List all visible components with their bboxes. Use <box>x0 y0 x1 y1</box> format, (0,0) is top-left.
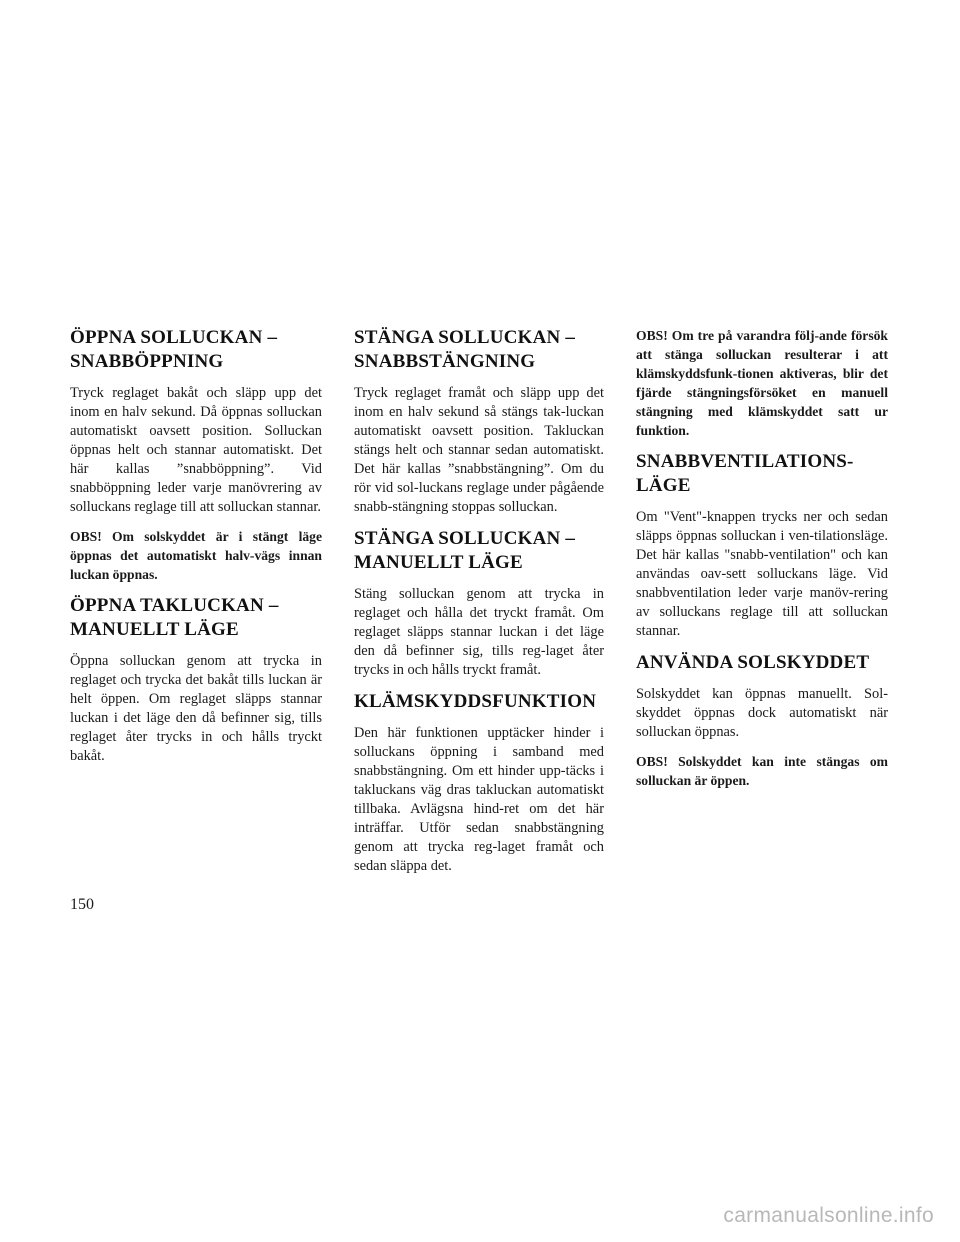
heading-line: ÖPPNA TAKLUCKAN – <box>70 595 279 616</box>
heading-snabbventilation <box>636 450 888 498</box>
heading-line: ÖPPNA SOLLUCKAN – <box>70 327 278 348</box>
paragraph-klamskydd: Den här funktionen upptäcker hinder i solluckans öppning i samband med snabbstängning. Om ett hinder upp-täcks i takluckans väg dras takluckan automatiskt tillbaka. Avlägsna hind-ret om det här inträffar. Utför sedan snabbstängning genom att trycka reg-laget framåt och sedan släppa det. <box>354 725 604 874</box>
paragraph-snabboppning: Tryck reglaget bakåt och släpp upp det inom en halv sekund. Då öppnas solluckan automatiskt oavsett position. Solluckan öppnas helt och stannar automatiskt. Det här kallas ”snabböppning”. Vid snabböppning leder varje manövrering av solluckans reglage till att solluckan stannar. <box>70 385 322 515</box>
paragraph-oppna-manuellt: Öppna solluckan genom att trycka in reglaget och trycka det bakåt tills luckan är helt öppen. Om reglaget släpps stannar luckan i det läge den då befinner sig, tills reglaget åter trycks in och hålls tryckt bakåt. <box>70 653 322 764</box>
page-number: 150 <box>70 896 94 913</box>
paragraph-stanga-manuellt: Stäng solluckan genom att trycka in reglaget och hålla det tryckt framåt. Om reglaget släpps stannar luckan i det läge den då befinner sig, tills reg-laget åter trycks in och hålls tryckt framåt. <box>354 586 604 678</box>
paragraph-solskydd: Solskyddet kan öppnas manuellt. Sol-skyddet öppnas dock automatiskt när solluckan öppnas. <box>636 686 888 740</box>
note-solskydd-stangas: OBS! Solskyddet kan inte stängas om solluckan är öppen. <box>636 754 888 788</box>
heading-line: LÄGE <box>636 475 691 496</box>
note-solskydd-halvvags: OBS! Om solskyddet är i stängt läge öppnas det automatiskt halv-vägs innan luckan öppnas. <box>70 529 322 582</box>
heading-klamskydd <box>354 690 604 714</box>
paragraph-snabbstangning: Tryck reglaget framåt och släpp upp det inom en halv sekund så stängs tak-luckan automatiskt oavsett position. Takluckan stängs helt och stannar sedan automatiskt. Det här kallas ”snabbstängning”. Om du rör vid sol-luckans reglage under pågående snabb-stängning stoppas solluckan. <box>354 385 604 515</box>
section-snabbventilation <box>636 450 888 641</box>
heading-line: MANUELLT LÄGE <box>354 552 523 573</box>
section-solskydd <box>636 651 888 790</box>
heading-line: STÄNGA SOLLUCKAN – <box>354 528 576 549</box>
section-klamskydd <box>354 690 604 876</box>
heading-line: SNABBVENTILATIONS- <box>636 451 854 472</box>
heading-line: SNABBÖPPNING <box>70 351 224 372</box>
heading-line: STÄNGA SOLLUCKAN – <box>354 327 576 348</box>
section-oppna-manuellt <box>70 594 322 766</box>
column-right <box>636 326 888 800</box>
watermark: carmanualsonline.info <box>723 1204 934 1227</box>
heading-stanga-manuellt <box>354 527 604 575</box>
heading-snabboppning <box>70 326 322 374</box>
heading-solskydd <box>636 651 888 675</box>
column-middle <box>354 326 604 886</box>
heading-snabbstangning <box>354 326 604 374</box>
paragraph-snabbventilation: Om "Vent"-knappen trycks ner och sedan släpps öppnas solluckan i ven-tilationsläge. Det här kallas "snabb-ventilation" och kan användas oav-sett solluckans läge. Vid snabbventilation leder varje manöv-rering av solluckans reglage till att solluckan stannar. <box>636 509 888 639</box>
heading-line: ANVÄNDA SOLSKYDDET <box>636 652 870 673</box>
heading-line: MANUELLT LÄGE <box>70 619 239 640</box>
column-left <box>70 326 322 776</box>
section-snabboppning <box>70 326 322 584</box>
note-klamskydd-tre-forsok: OBS! Om tre på varandra följ-ande försök att stänga solluckan resulterar i att klämskyddsfunk-tionen aktiveras, blir det fjärde stängningsförsöket en manuell stängning med klämskyddet satt ur funktion. <box>636 328 888 438</box>
section-stanga-manuellt <box>354 527 604 680</box>
heading-oppna-manuellt <box>70 594 322 642</box>
heading-line: KLÄMSKYDDSFUNKTION <box>354 691 597 712</box>
heading-line: SNABBSTÄNGNING <box>354 351 536 372</box>
section-snabbstangning <box>354 326 604 517</box>
